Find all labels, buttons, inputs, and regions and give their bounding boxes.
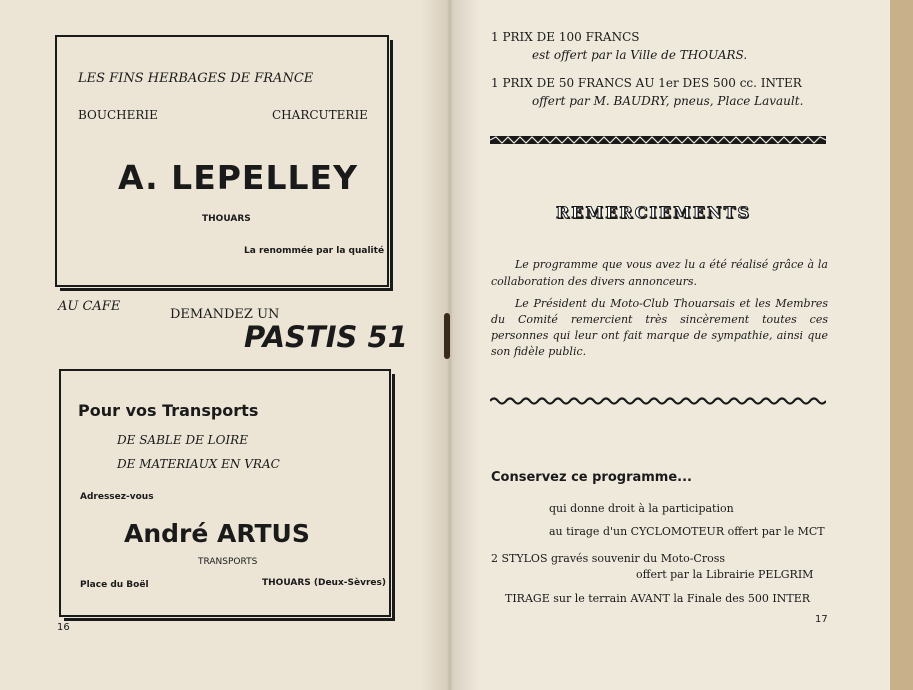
lepelley-motto: La renommée par la qualité: [244, 246, 385, 256]
lepelley-charcuterie: CHARCUTERIE: [272, 108, 368, 122]
keep-title: Conservez ce programme...: [491, 470, 692, 485]
keep-line-2: au tirage d'un CYCLOMOTEUR offert par le MCT: [549, 525, 825, 538]
thanks-paragraph-1: Le programme que vous avez lu a été réalisé grâce à la collaboration des divers annonceurs.: [491, 258, 828, 288]
prize2-line1: 1 PRIX DE 50 FRANCS AU 1er DES 500 cc. INTER: [491, 76, 802, 90]
thanks-title: REMERCIEMENTS: [556, 203, 752, 222]
artus-city: THOUARS (Deux-Sèvres): [262, 578, 386, 588]
lepelley-boucherie: BOUCHERIE: [78, 108, 158, 122]
page-number-left: 16: [57, 622, 70, 633]
artus-contact: Adressez-vous: [80, 492, 154, 502]
page-number-right: 17: [815, 614, 828, 625]
book-gutter: [420, 0, 480, 690]
artus-line2: DE MATERIAUX EN VRAC: [117, 457, 280, 471]
thanks-paragraph-2: Le Président du Moto-Club Thouarsais et les Membres du Comité remercient très sincèrement toutes ces personnes qui leur ont fait marque de sympathie, ainsi que son fidèle public.: [491, 297, 828, 358]
prize1-line2: est offert par la Ville de THOUARS.: [532, 48, 748, 62]
lepelley-tagline: LES FINS HERBAGES DE FRANCE: [78, 71, 314, 86]
prize1-line1: 1 PRIX DE 100 FRANCS: [491, 30, 640, 44]
wavy-rule: [490, 396, 826, 406]
binding-stitch: [444, 313, 450, 359]
demandez-label: DEMANDEZ UN: [170, 307, 280, 322]
prize2-line2: offert par M. BAUDRY, pneus, Place Lavault.: [532, 94, 804, 108]
page-edge: [890, 0, 913, 690]
keep-line-4: offert par la Librairie PELGRIM: [636, 568, 814, 581]
pastis-brand: PASTIS 51: [244, 320, 408, 354]
artus-name: André ARTUS: [124, 519, 310, 548]
zigzag-rule-top: [490, 136, 826, 144]
keep-line-1: qui donne droit à la participation: [549, 502, 734, 515]
artus-line1: DE SABLE DE LOIRE: [117, 433, 248, 447]
lepelley-name: A. LEPELLEY: [118, 158, 358, 197]
cafe-label: AU CAFE: [58, 299, 121, 314]
artus-address: Place du Boël: [80, 580, 149, 590]
lepelley-city: THOUARS: [202, 214, 251, 224]
keep-line-5: TIRAGE sur le terrain AVANT la Finale des 500 INTER: [505, 592, 811, 605]
artus-heading: Pour vos Transports: [78, 401, 259, 420]
keep-line-3: 2 STYLOS gravés souvenir du Moto-Cross: [491, 552, 725, 565]
artus-transports: TRANSPORTS: [198, 557, 258, 567]
